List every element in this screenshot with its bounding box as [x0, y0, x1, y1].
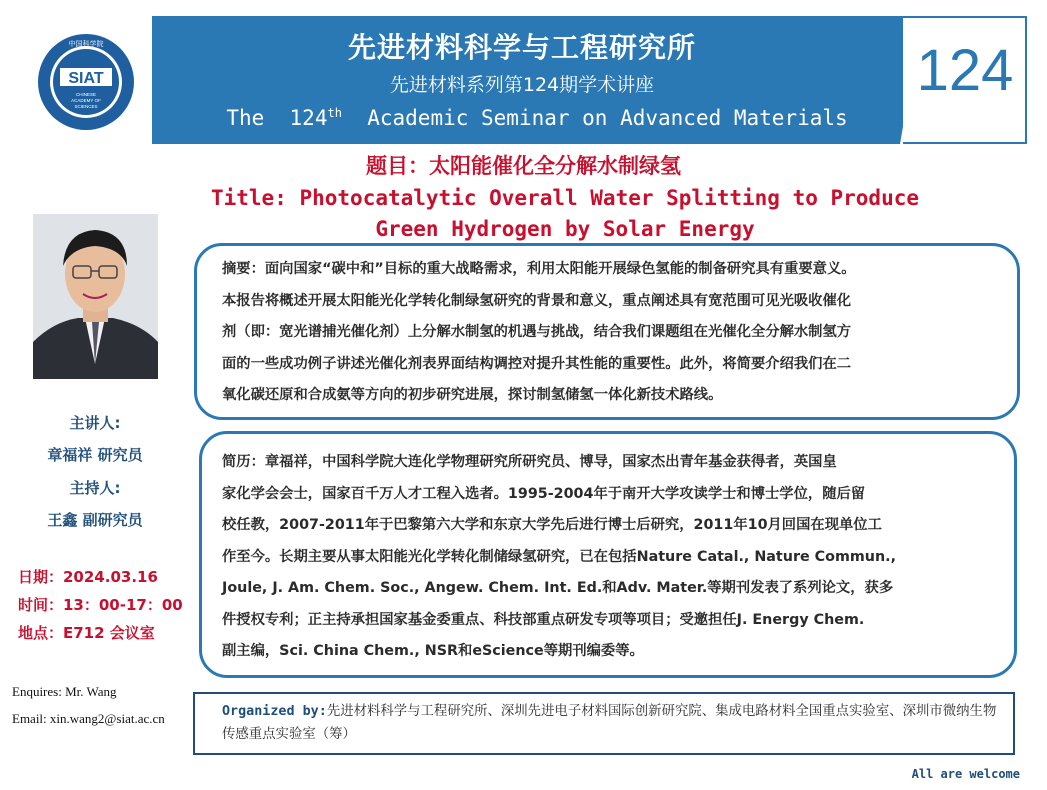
- siat-logo-icon: [20, 16, 152, 144]
- institute-name: 先进材料科学与工程研究所: [347, 31, 696, 64]
- talk-title-en: Title: Photocatalytic Overall Water Splitting to Produce Green Hydrogen by Solar Energy: [210, 186, 919, 241]
- talk-title-cn: 题目：太阳能催化全分解水制绿氢: [366, 154, 681, 178]
- svg-text:ACADEMY OF: ACADEMY OF: [71, 98, 101, 103]
- host-label: 主持人:: [69, 479, 121, 497]
- event-date: 日期：2024.03.16: [18, 568, 158, 586]
- contact-enquires: Enquires: Mr. Wang: [12, 684, 117, 699]
- event-location: 地点：E712 会议室: [18, 624, 155, 642]
- welcome-note: All are welcome: [911, 767, 1020, 781]
- organizer-label: Organized by:: [222, 704, 327, 719]
- svg-text:SIAT: SIAT: [68, 70, 104, 87]
- speaker-name: 章福祥 研究员: [47, 446, 143, 464]
- bio-text: 简历：章福祥，中国科学院大连化学物理研究所研究员、博导，国家杰出青年基金获得者，英国皇 家化学会会士，国家百千万人才工程入选者。1995-2004年于南开大学攻读学士和博士学位，随后留 校任教，2007-2011年于巴黎第六大学和东京大学先后进行博士后研究，2011年10月回国在现单位工 作至今。长期主要从事太阳能光化学转化制储绿氢研究，已在包括Nature Catal., Nature Commun., Joule, J. Am. Chem. Soc., Angew. Chem. Int. Ed.和Adv. Mater.等期刊发表了系列论文，获多 件授权专利；正主持承担国家基金委重点、科技部重点研发专项等项目；受邀担任J. Energy Chem. 副主编，Sci. China Chem., NSR和eScience等期刊编委等。: [222, 454, 896, 659]
- host-name: 王鑫 副研究员: [47, 511, 143, 529]
- organizer-names: 先进材料科学与工程研究所、深圳先进电子材料国际创新研究院、集成电路材料全国重点实验室、深圳市微纳生物传感重点实验室（筹）: [222, 704, 997, 742]
- speaker-label: 主讲人:: [69, 414, 121, 432]
- svg-text:CHINESE: CHINESE: [75, 92, 97, 97]
- event-time: 时间：13：00-17：00: [18, 596, 183, 614]
- speaker-photo: [33, 214, 158, 379]
- logo-area: [20, 16, 152, 144]
- issue-number: 124: [916, 38, 1014, 103]
- svg-text:中国科学院: 中国科学院: [68, 40, 104, 48]
- seminar-series-cn: 先进材料系列第124期学术讲座: [389, 74, 655, 96]
- seminar-series-en: The 124th Academic Seminar on Advanced Materials: [226, 106, 848, 130]
- organizer-text: [222, 700, 997, 746]
- svg-text:SCIENCES: SCIENCES: [74, 104, 98, 109]
- abstract-text: 摘要：面向国家“碳中和”目标的重大战略需求，利用太阳能开展绿色氢能的制备研究具有重要意义。 本报告将概述开展太阳能光化学转化制绿氢研究的背景和意义，重点阐述具有宽范围可见光吸收催化 剂（即：宽光谱捕光催化剂）上分解水制氢的机遇与挑战，结合我们课题组在光催化全分解水制氢方 面的一些成功例子讲述光催化剂表界面结构调控对提升其性能的重要性。此外，将简要介绍我们在二 氧化碳还原和合成氨等方向的初步研究进展，探讨制氢储氢一体化新技术路线。: [222, 261, 856, 403]
- contact-email[interactable]: Email: xin.wang2@siat.ac.cn: [12, 711, 165, 726]
